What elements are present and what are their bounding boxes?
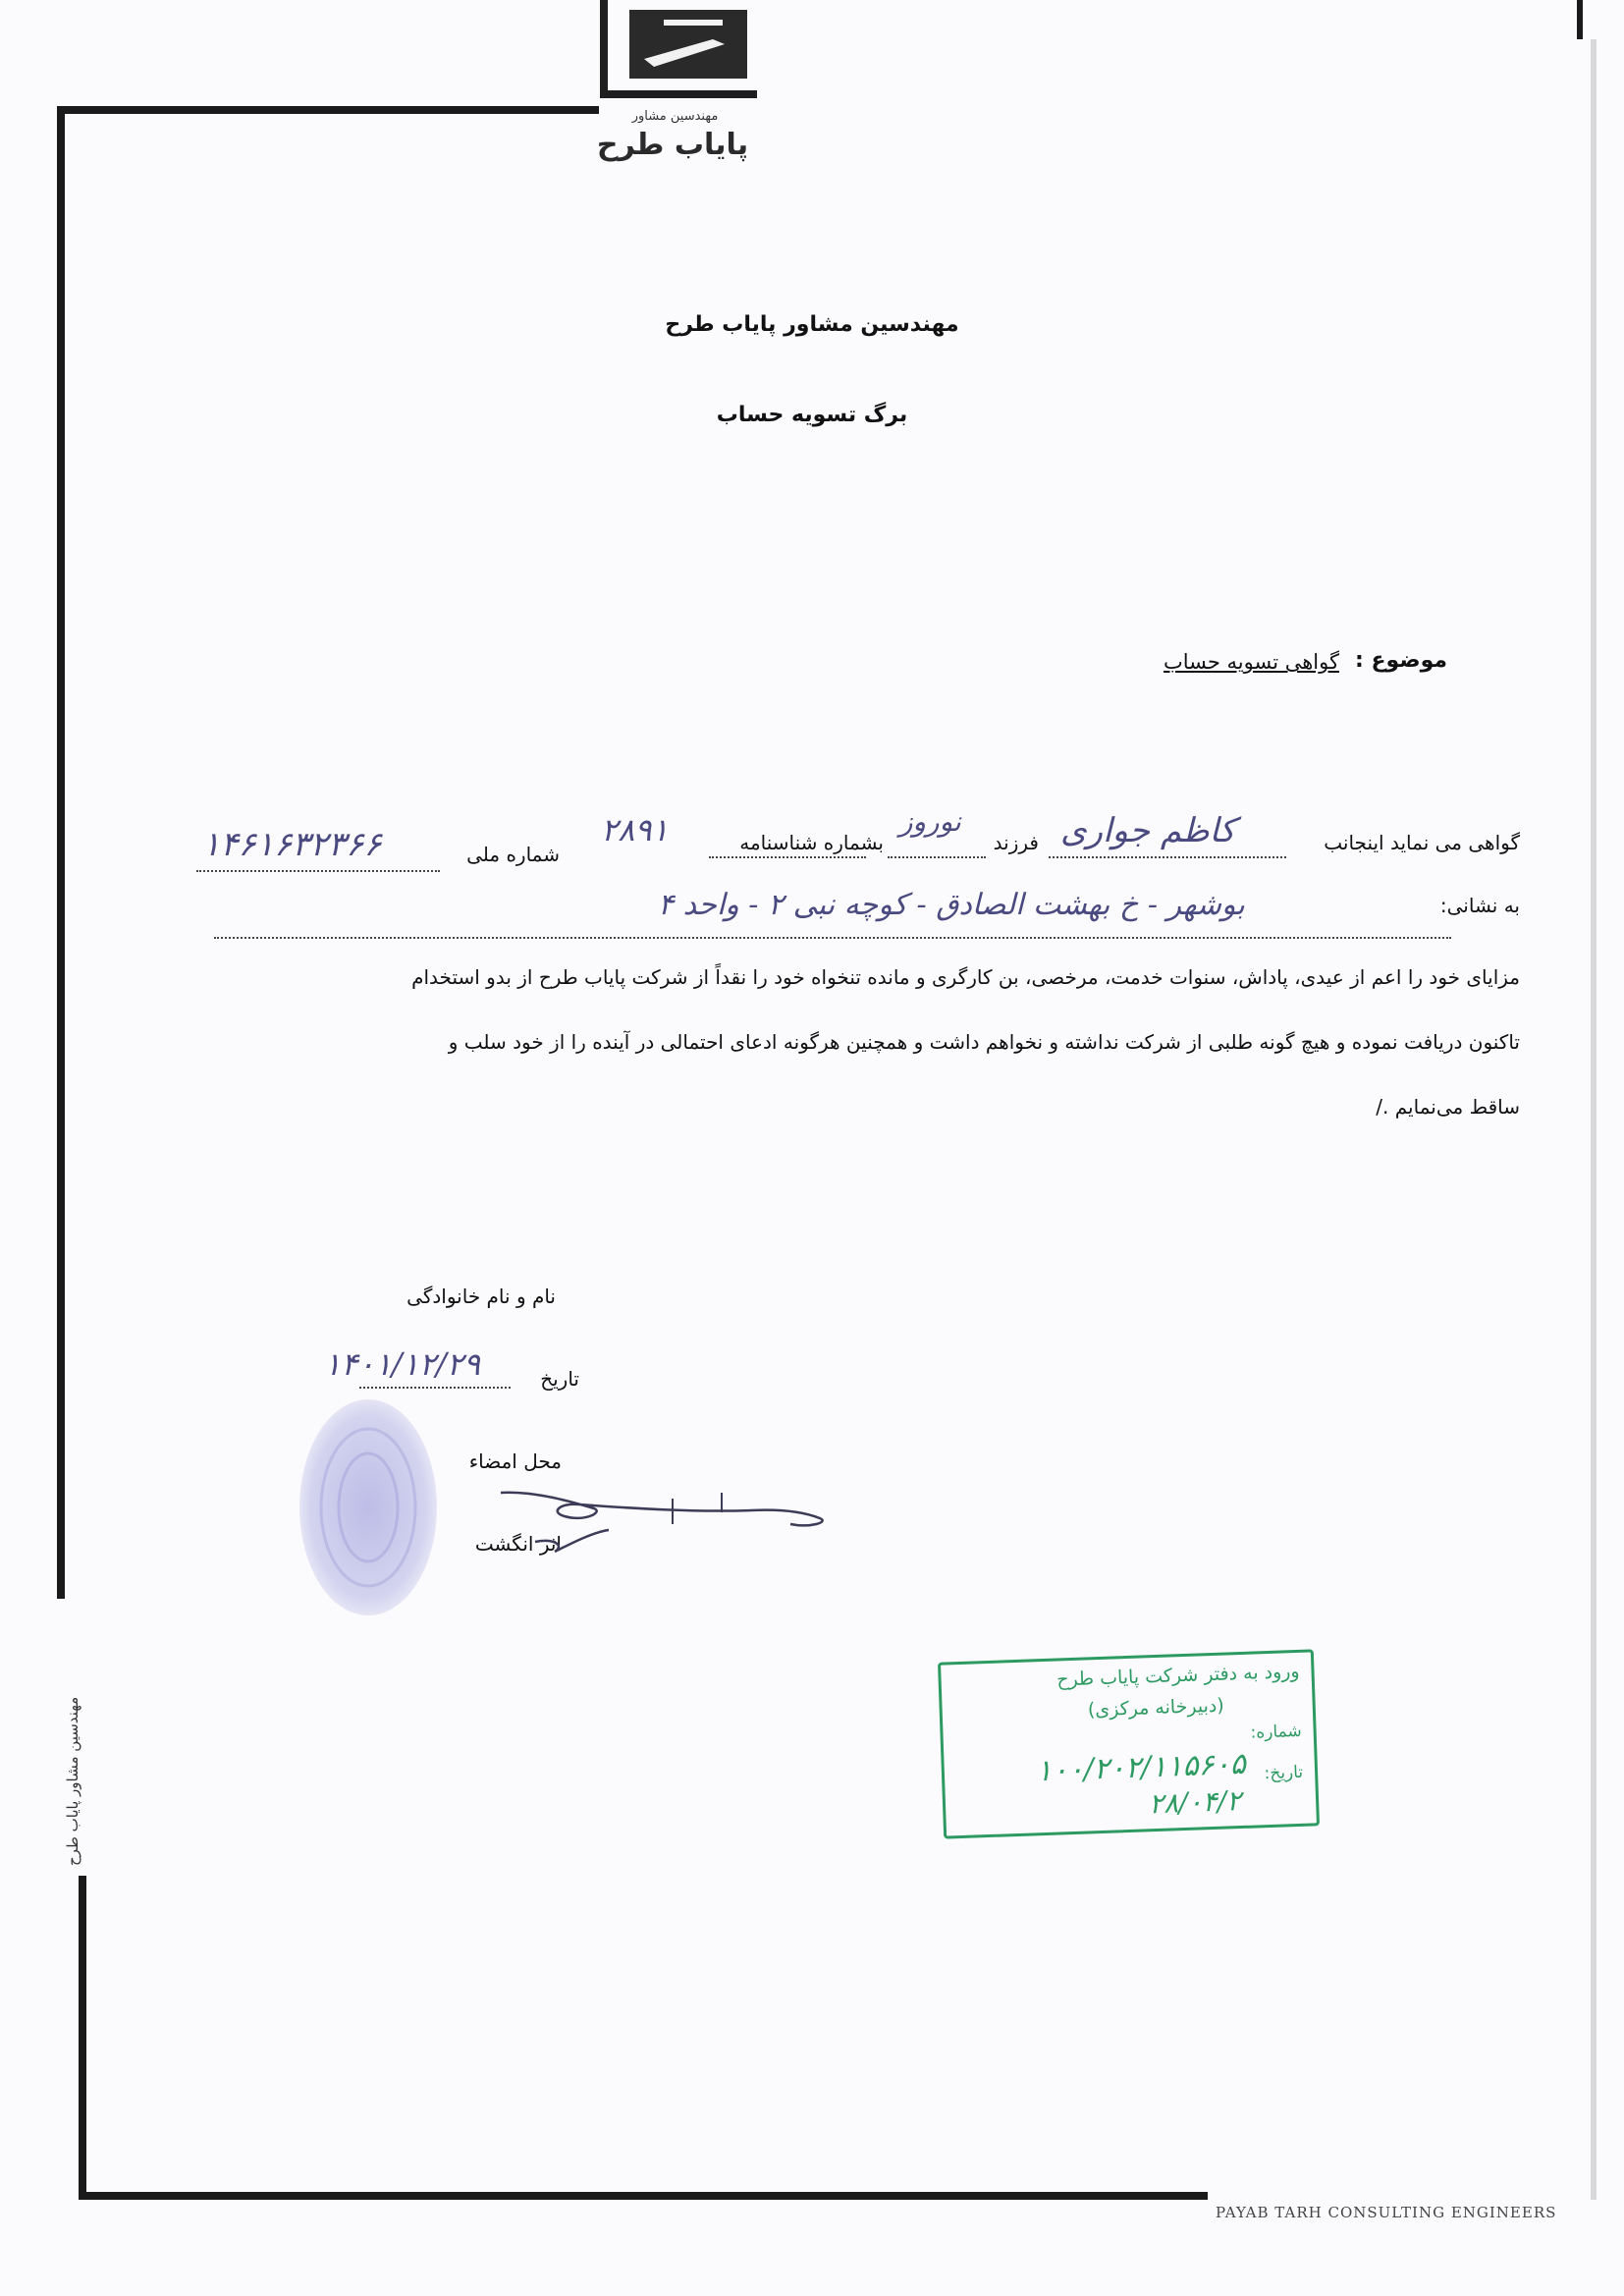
certify-label: گواهی می نماید اینجانب (1324, 831, 1520, 854)
stamp-date-label: تاریخ: (1264, 1762, 1304, 1784)
logo-big-text: پایاب طرح (596, 128, 749, 162)
name-dots (1049, 856, 1286, 858)
frame-left-bottom (79, 1876, 86, 2200)
handwritten-signature (496, 1473, 889, 1581)
logo-mark (595, 0, 762, 108)
name-handwritten: کاظم جواری (1060, 811, 1236, 850)
subject-value: گواهی تسویه حساب (1163, 650, 1339, 674)
stamp-line-1: ورود به دفتر شرکت پایاب طرح (1056, 1660, 1300, 1691)
subject-label: موضوع : (1355, 648, 1447, 673)
id-label: بشماره شناسنامه (739, 831, 884, 854)
date-label: تاریخ (540, 1367, 579, 1391)
stamp-line-2: (دبیرخانه مرکزی) (1087, 1694, 1225, 1722)
company-name: مهندسین مشاور پایاب طرح (665, 312, 959, 337)
national-id-label: شماره ملی (466, 843, 560, 866)
body-line-3: ساقط می‌نمایم ./ (1376, 1095, 1520, 1119)
frame-right (1591, 39, 1597, 2200)
national-id-handwritten: ۱۴۶۱۶۳۲۳۶۶ (202, 825, 382, 864)
fingerprint-label: اثر انگشت (474, 1532, 562, 1556)
frame-right-top (1577, 0, 1583, 39)
father-handwritten: نوروز (899, 805, 961, 838)
registry-stamp (938, 1649, 1320, 1838)
date-dots (359, 1387, 511, 1389)
id-handwritten: ۲۸۹۱ (601, 811, 669, 848)
id-dots (709, 856, 866, 858)
stamp-date-value: ۲۸/۰۴/۲ (1148, 1784, 1242, 1821)
body-line-2: تاکنون دریافت نموده و هیچ گونه طلبی از شرکت نداشته و نخواهم داشت و همچنین هرگونه ادعای احتمالی در آینده را از خود سلب و (448, 1030, 1520, 1054)
signature-label: محل امضاء (468, 1449, 562, 1473)
frame-left (57, 106, 65, 1599)
address-dots (214, 937, 1451, 939)
date-handwritten: ۱۴۰۱/۱۲/۲۹ (324, 1345, 481, 1383)
form-title: برگ تسویه حساب (716, 403, 908, 427)
child-of-label: فرزند (993, 831, 1039, 854)
logo-small-text: مهندسین مشاور (631, 109, 719, 124)
stamp-number-label: شماره: (1250, 1721, 1302, 1743)
father-dots (888, 856, 986, 858)
company-logo (595, 0, 762, 108)
fingerprint-image (295, 1394, 442, 1620)
address-label: به نشانی: (1439, 894, 1520, 917)
side-company-label: مهندسین مشاور پایاب طرح (64, 1696, 81, 1866)
name-family-label: نام و نام خانوادگی (406, 1285, 556, 1308)
footer-company-en: PAYAB TARH CONSULTING ENGINEERS (1216, 2204, 1557, 2221)
frame-bottom (79, 2192, 1208, 2200)
national-id-dots (196, 870, 440, 872)
frame-top-left (57, 106, 599, 114)
body-line-1: مزایای خود را اعم از عیدی، پاداش، سنوات خدمت، مرخصی، بن کارگری و مانده تنخواه خود را نقداً از شرکت پایاب طرح از بدو استخدام (411, 965, 1520, 989)
stamp-number-value: ۱۰۰/۲۰۲/۱۱۵۶۰۵ (1035, 1746, 1247, 1789)
address-handwritten: بوشهر - خ بهشت الصادق - کوچه نبی ۲ - واحد ۴ (658, 888, 1245, 922)
